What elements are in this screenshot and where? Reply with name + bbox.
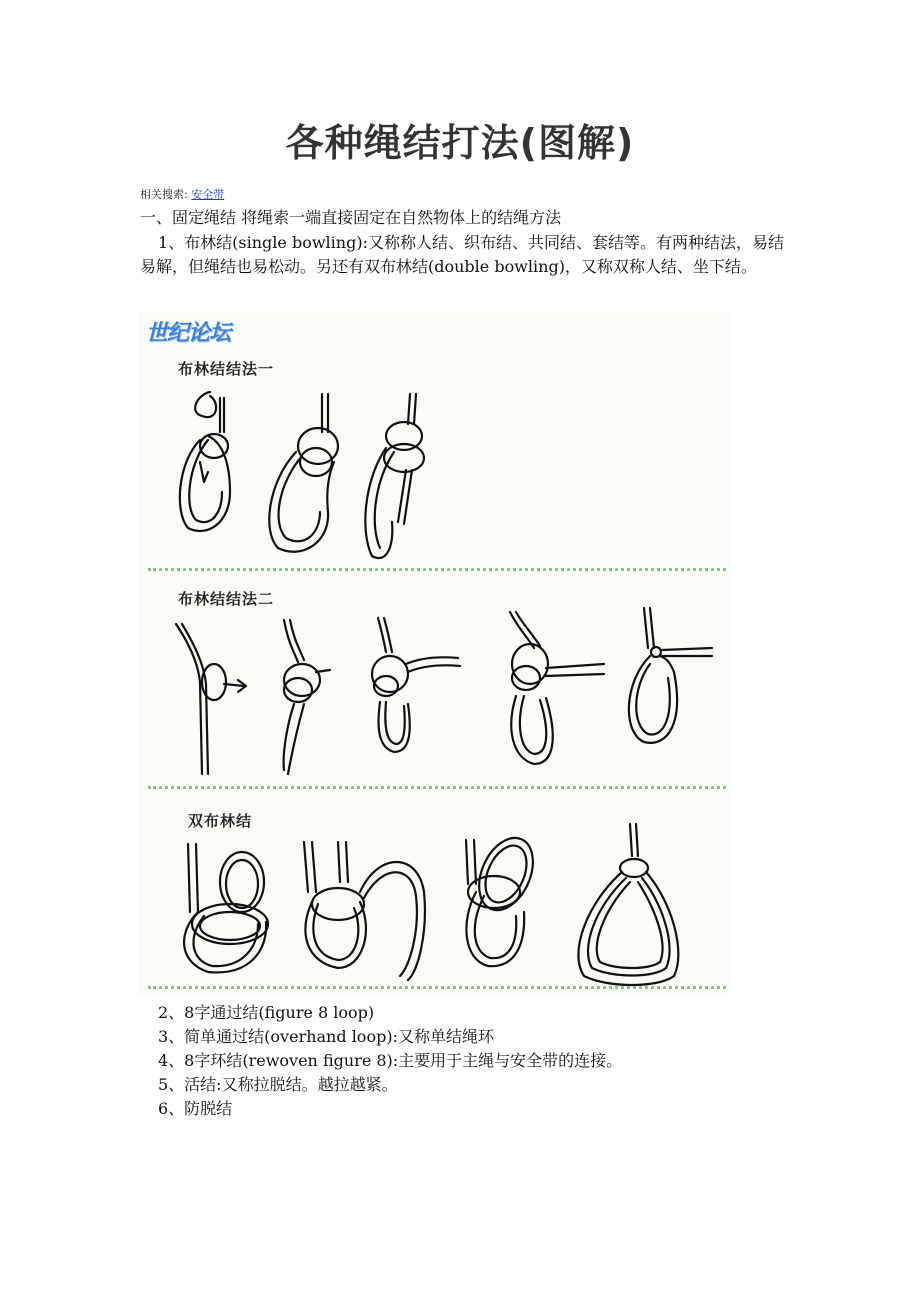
knot-step-icon [269, 394, 338, 552]
knot-step-icon [510, 612, 604, 764]
watermark-logo: 世纪论坛 [146, 321, 231, 346]
figure-label-double: 双布林结 [188, 812, 253, 830]
knot-step-icon [466, 830, 543, 967]
list-item: 3、简单通过结(overhand loop):又称单结绳环 [158, 1027, 494, 1046]
page-title: 各种绳结打法(图解) [285, 121, 635, 165]
list-item: 4、8字环结(rewoven figure 8):主要用于主绳与安全带的连接。 [158, 1051, 623, 1070]
knot-step-icon [578, 824, 678, 985]
knot-step-icon [180, 392, 230, 531]
related-link-safety-belt[interactable]: 安全带 [191, 188, 225, 201]
figure-label-method2: 布林结结法二 [178, 590, 275, 608]
knot-step-icon [372, 618, 460, 752]
knot-illustrations-icon [138, 312, 730, 996]
list-item: 2、8字通过结(figure 8 loop) [158, 1003, 375, 1022]
list-item: 5、活结:又称拉脱结。越拉越紧。 [158, 1075, 398, 1094]
knot-figure [138, 312, 730, 996]
knot-step-icon [629, 608, 712, 743]
knot-step-icon [176, 624, 246, 774]
item1-paragraph: 1、布林结(single bowling):又称称人结、织布结、共同结、套结等。有两种结法，易结易解，但绳结也易松动。另还有双布林结(double bowling)，又称双称人结、坐下结。 [140, 233, 784, 276]
section1-heading: 一、固定绳结 将绳索一端直接固定在自然物体上的结绳方法 [140, 208, 562, 227]
related-label: 相关搜索: [140, 188, 188, 201]
list-item: 6、防脱结 [158, 1099, 233, 1118]
related-search [140, 186, 224, 202]
knot-step-icon [184, 844, 268, 972]
knot-step-icon [304, 842, 425, 980]
knot-step-icon [284, 620, 330, 774]
item-list [158, 1001, 622, 1121]
knot-step-icon [365, 394, 424, 558]
figure-label-method1: 布林结结法一 [178, 360, 275, 378]
